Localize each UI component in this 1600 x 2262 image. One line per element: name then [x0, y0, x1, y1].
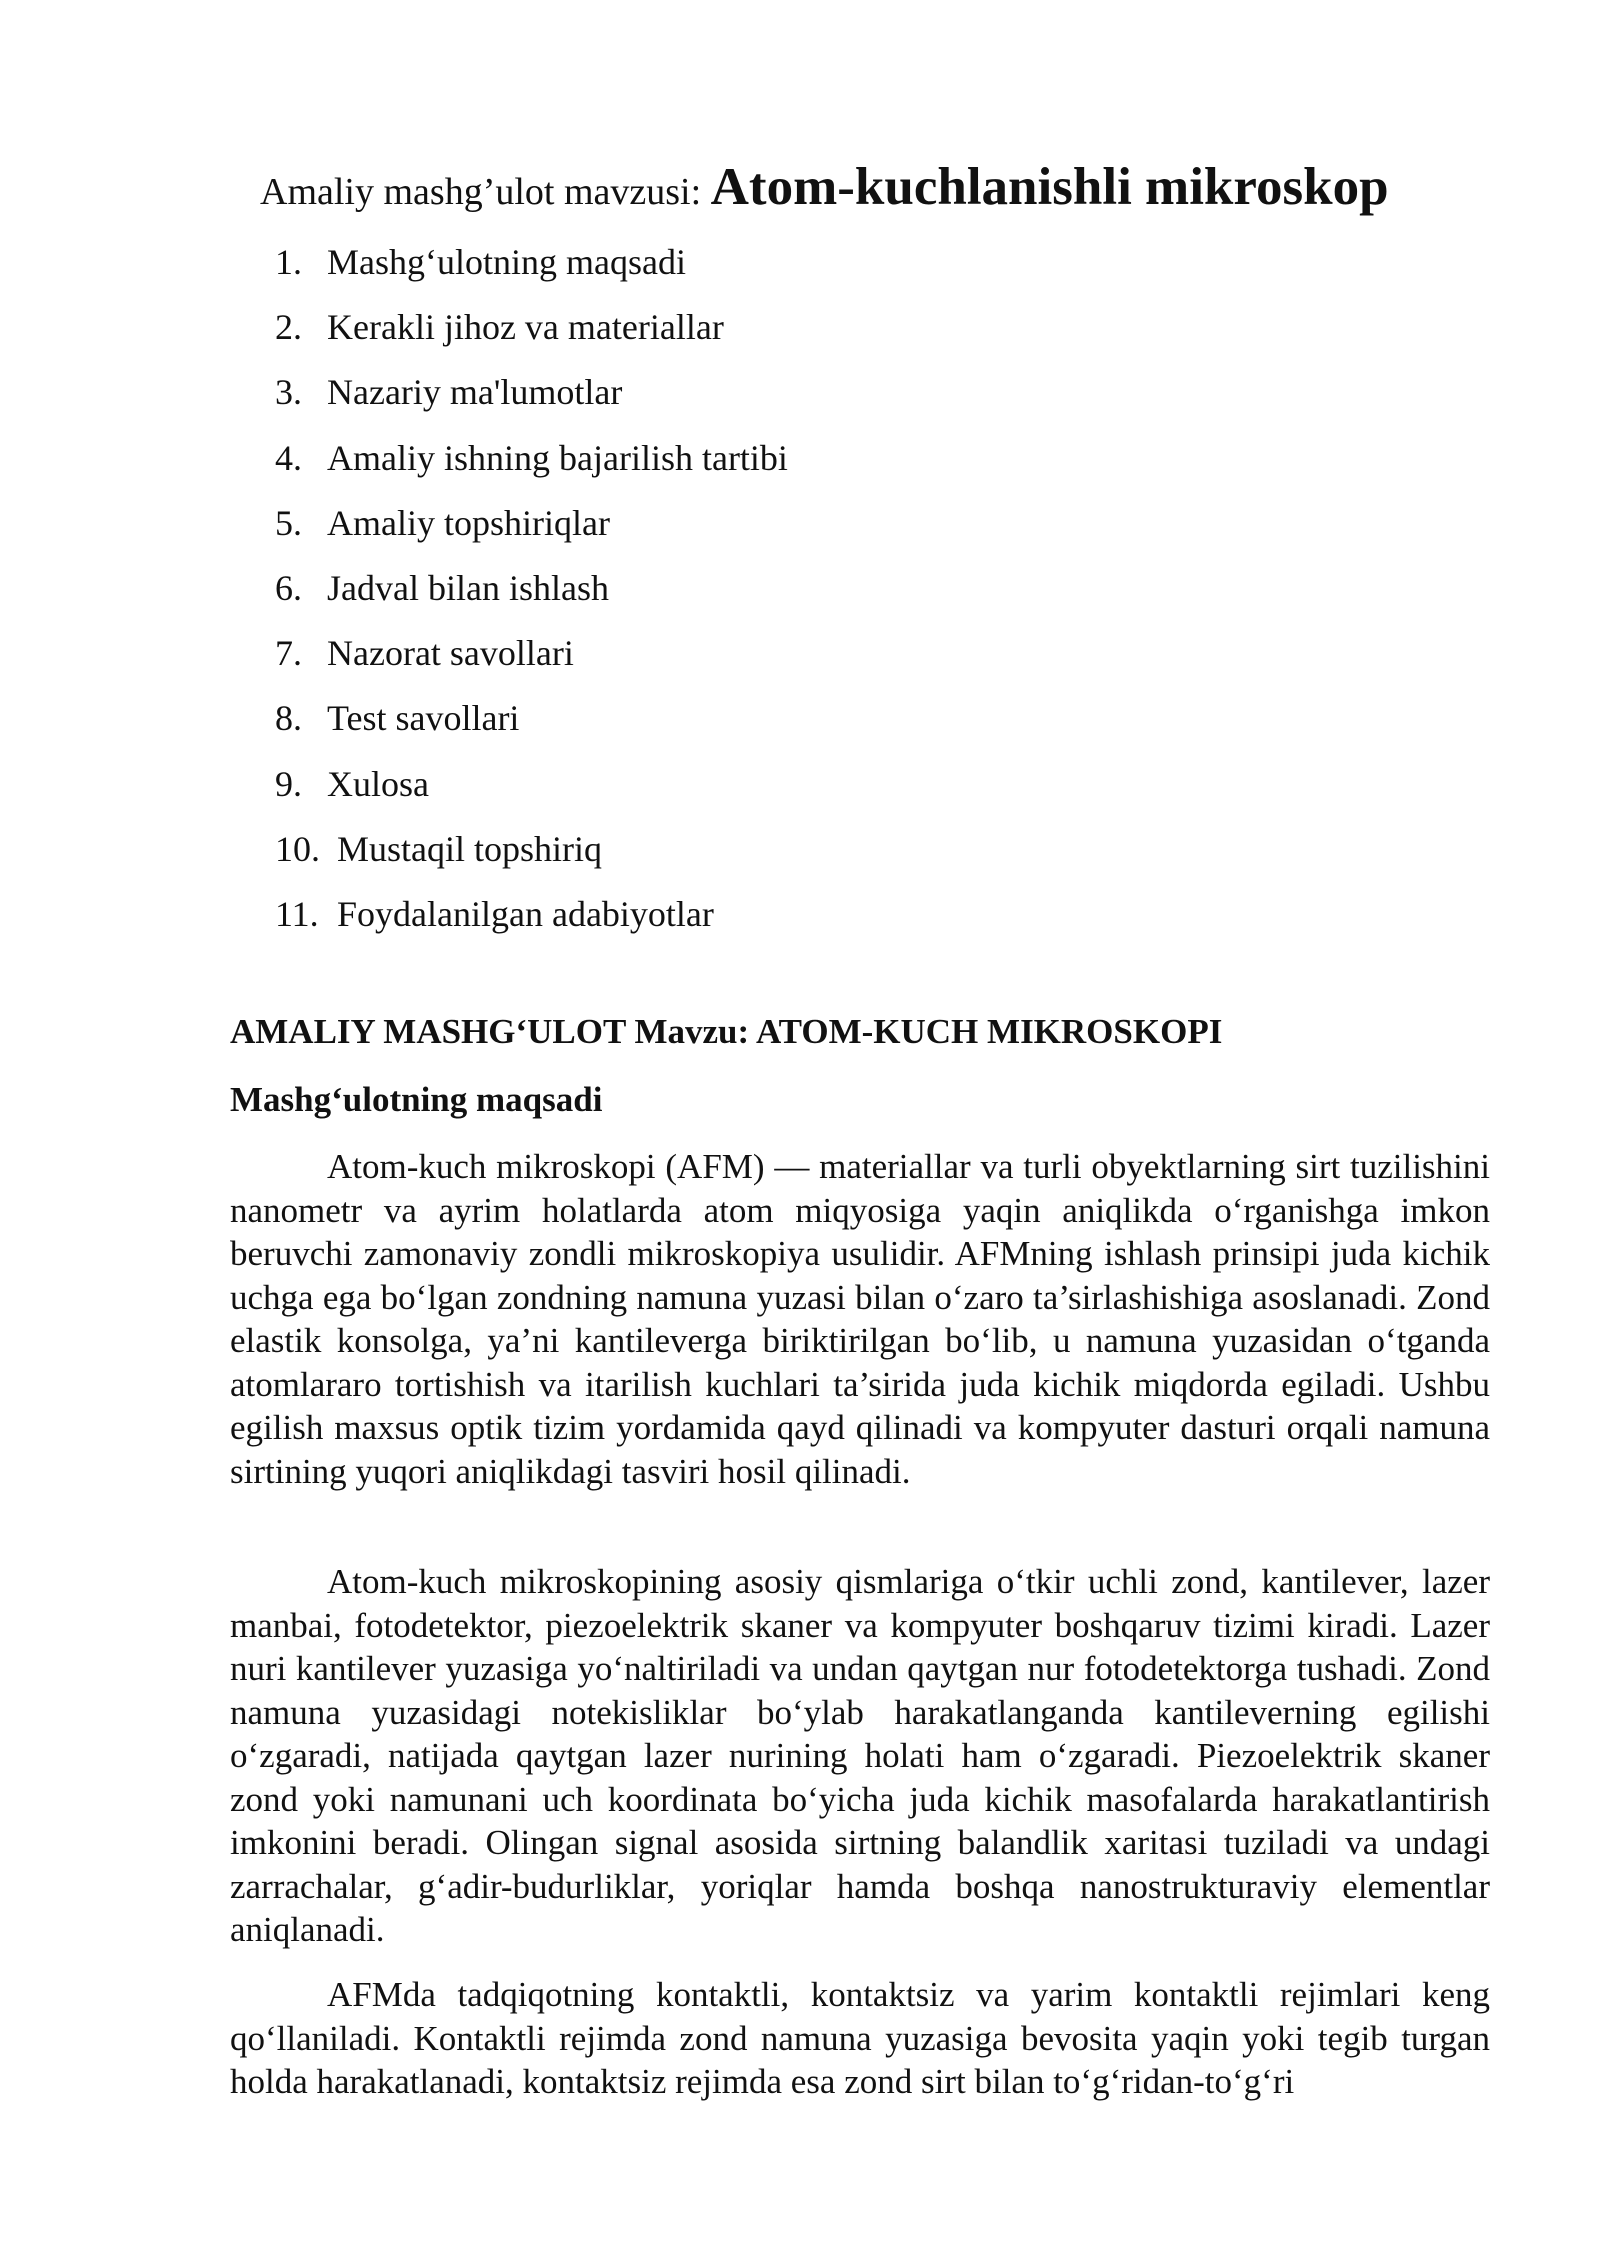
toc-item-number: 9. [275, 763, 302, 804]
toc-item-label: Mustaqil topshiriq [337, 828, 603, 869]
toc-item [275, 817, 788, 882]
toc-item-number: 1. [275, 242, 302, 282]
toc-item-number: 2. [275, 307, 302, 348]
toc-item [275, 882, 788, 947]
toc-item-number: 11. [275, 893, 319, 934]
toc-item-label: Foydalanilgan adabiyotlar [337, 893, 714, 934]
toc-item-label: Nazariy ma'lumotlar [327, 372, 623, 413]
toc-item [275, 360, 788, 425]
section-heading: AMALIY MASHG‘ULOT Mavzu: ATOM-KUCH MIKROSKOPI [230, 1012, 1223, 1051]
toc-item [275, 752, 788, 817]
toc-item-number: 5. [275, 502, 302, 543]
table-of-contents [275, 230, 788, 947]
toc-item-number: 10. [275, 828, 320, 869]
document-title [260, 150, 1389, 237]
section-subheading: Mashg‘ulotning maqsadi [230, 1080, 603, 1119]
toc-item [275, 491, 788, 556]
toc-item-number: 6. [275, 567, 302, 608]
toc-item-label: Jadval bilan ishlash [327, 567, 609, 608]
toc-item-number: 3. [275, 372, 302, 413]
toc-item [275, 621, 788, 686]
toc-item-label: Test savollari [327, 698, 520, 739]
toc-item-number: 7. [275, 633, 302, 674]
body-paragraph: Atom-kuch mikroskopining asosiy qismlariga o‘tkir uchli zond, kantilever, lazer manbai, fotodetektor, piezoelektrik skaner va kompyuter boshqaruv tizimi kiradi. Lazer nuri kantilever yuzasiga yo‘naltiriladi va undan qaytgan nur fotodetektorga tushadi. Zond namuna yuzasidagi notekisliklar bo‘ylab harakatlanganda kantileverning egilishi o‘zgaradi, natijada qaytgan lazer nurining holati ham o‘zgaradi. Piezoelektrik skaner zond yoki namunani uch koordinata bo‘yicha juda kichik masofalarda harakatlantirish imkonini beradi. Olingan signal asosida sirtning balandlik xaritasi tuziladi va undagi zarrachalar, g‘adir-budurliklar, yoriqlar hamda boshqa nanostrukturaviy elementlar aniqlanadi. [230, 1562, 1490, 1949]
body-paragraph: Atom-kuch mikroskopi (AFM) — materiallar va turli obyektlarning sirt tuzilishini nanometr va ayrim holatlarda atom miqyosiga yaqin aniqlikda o‘rganishga imkon beruvchi zamonaviy zondli mikroskopiya usulidir. AFMning ishlash prinsipi juda kichik uchga ega bo‘lgan zondning namuna yuzasi bilan o‘zaro ta’sirlashishiga asoslanadi. Zond elastik konsolga, ya’ni kantileverga biriktirilgan bo‘lib, u namuna yuzasidan o‘tganda atomlararo tortishish va itarilish kuchlari ta’sirida juda kichik miqdorda egiladi. Ushbu egilish maxsus optik tizim yordamida qayd qilinadi va kompyuter dasturi orqali namuna sirtining yuqori aniqlikdagi tasviri hosil qilinadi. [230, 1147, 1490, 1491]
toc-item-label: Xulosa [327, 763, 429, 804]
toc-item-number: 8. [275, 698, 302, 739]
title-main: Atom-kuchlanishli mikroskop [710, 158, 1389, 216]
toc-item-label: Kerakli jihoz va materiallar [327, 307, 724, 348]
toc-item-label: Amaliy topshiriqlar [327, 502, 610, 543]
toc-item-label: Nazorat savollari [327, 633, 574, 674]
toc-item [275, 230, 788, 295]
toc-item-label: Amaliy ishning bajarilish tartibi [327, 437, 788, 478]
toc-item [275, 686, 788, 751]
toc-item-number: 4. [275, 437, 302, 478]
toc-item [275, 426, 788, 491]
body-paragraph: AFMda tadqiqotning kontaktli, kontaktsiz va yarim kontaktli rejimlari keng qo‘llaniladi. Kontaktli rejimda zond namuna yuzasiga bevosita yaqin yoki tegib turgan holda harakatlanadi, kontaktsiz rejimda esa zond sirt bilan to‘g‘ridan-to‘g‘ri [230, 1975, 1490, 2101]
toc-item-label: Mashg‘ulotning maqsadi [327, 242, 686, 282]
title-prefix: Amaliy mashg’ulot mavzusi: [260, 171, 711, 213]
toc-item [275, 556, 788, 621]
toc-item [275, 295, 788, 360]
